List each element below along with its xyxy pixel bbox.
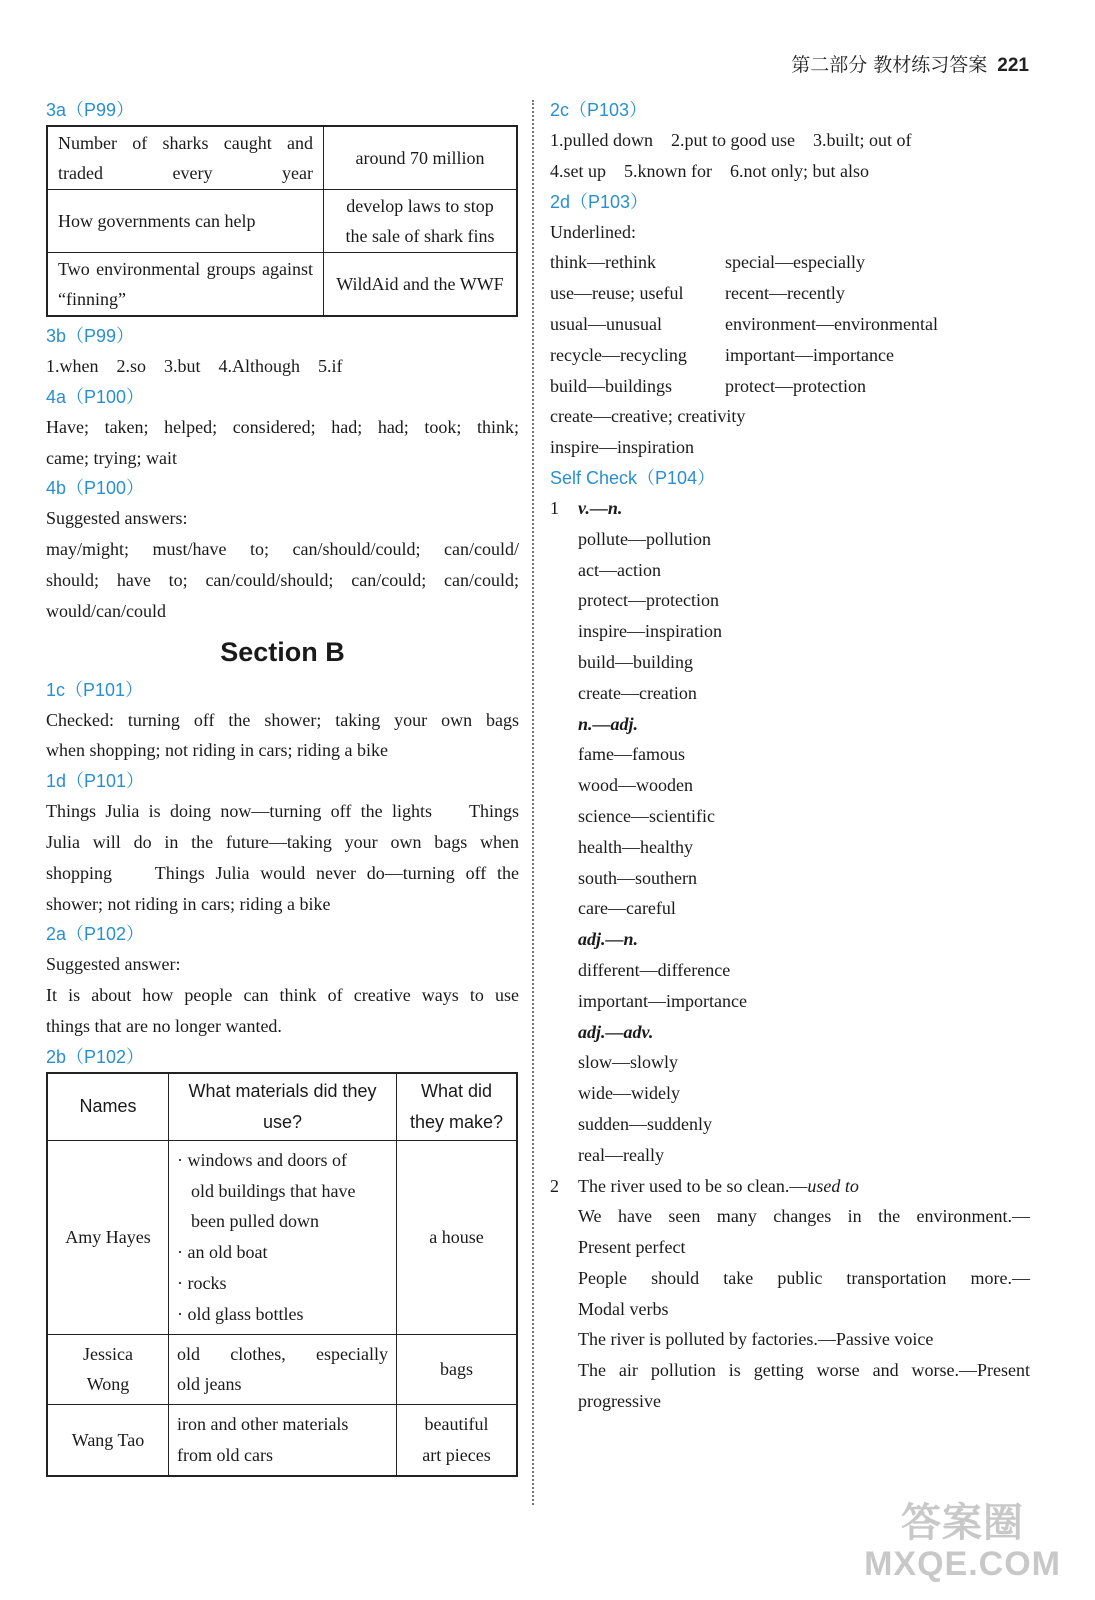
word-pair: pollute—pollution bbox=[578, 528, 711, 549]
table-cell: Two environmental groups against “finning” bbox=[47, 253, 324, 317]
word-pair: wood—wooden bbox=[578, 775, 693, 796]
table-2b bbox=[46, 1072, 518, 1477]
word-pair: important—importance bbox=[725, 344, 894, 365]
answer-4b-line: would/can/could bbox=[46, 600, 166, 621]
answer-4b-line: should; have to; can/could/should; can/could; can/could; bbox=[46, 569, 519, 590]
question-1 bbox=[550, 493, 1030, 1171]
word-pair-row bbox=[550, 247, 1030, 278]
word-pair: protect—protection bbox=[725, 375, 866, 396]
word-pair: inspire—inspiration bbox=[578, 621, 722, 642]
material-line: · rocks bbox=[177, 1272, 227, 1293]
word-pair: south—southern bbox=[578, 867, 697, 888]
section-b-title: Section B bbox=[220, 636, 345, 667]
section-3a-heading: 3a（P99） bbox=[46, 100, 135, 120]
answer-3b: 1.when 2.so 3.but 4.Although 5.if bbox=[46, 356, 343, 376]
answer-2a-line: It is about how people can think of creative ways to use bbox=[46, 985, 519, 1006]
answer-1c-line: Checked: turning off the shower; taking your own bags bbox=[46, 709, 519, 730]
table-cell: develop laws to stop the sale of shark fins bbox=[324, 190, 518, 253]
table-row bbox=[47, 253, 517, 317]
table-cell: Number of sharks caught and traded every year bbox=[47, 126, 324, 190]
q2-line: Modal verbs bbox=[578, 1298, 669, 1319]
word-pair: care—careful bbox=[578, 898, 676, 919]
site-watermark bbox=[864, 1501, 1061, 1584]
table-row bbox=[47, 1334, 517, 1405]
word-pair: science—scientific bbox=[578, 805, 715, 826]
made-cell: a house bbox=[397, 1140, 518, 1334]
section-4b-heading: 4b（P100） bbox=[46, 478, 145, 499]
answer-2a-line: things that are no longer wanted. bbox=[46, 1015, 282, 1036]
word-pair: recent—recently bbox=[725, 283, 845, 304]
material-line: old jeans bbox=[177, 1374, 242, 1395]
group-label bbox=[550, 493, 1030, 524]
table-row bbox=[47, 1405, 517, 1476]
word-pair-row bbox=[550, 309, 1030, 340]
word-pair: think—rethink bbox=[550, 252, 656, 273]
answer-1d-line: Things Julia is doing now—turning off the lights Things bbox=[46, 801, 519, 822]
q2-line: The air pollution is getting worse and worse.—Present bbox=[578, 1360, 1030, 1381]
word-pair: use—reuse; useful bbox=[550, 283, 684, 304]
section-4a-heading: 4a（P100） bbox=[46, 386, 145, 407]
header-title: 第二部分 教材练习答案 bbox=[791, 54, 988, 76]
name-cell: Jessica Wong bbox=[47, 1334, 169, 1405]
group-label-text: v.—n. bbox=[578, 497, 623, 518]
section-2d-heading: 2d（P103） bbox=[550, 191, 649, 212]
material-line: · an old boat bbox=[177, 1242, 268, 1263]
table-cell: around 70 million bbox=[324, 126, 518, 190]
answer-2c-line: 4.set up 5.known for 6.not only; but also bbox=[550, 160, 869, 181]
word-pair: wide—widely bbox=[578, 1083, 680, 1104]
table-3a bbox=[46, 125, 518, 317]
name-cell: Amy Hayes bbox=[47, 1140, 169, 1334]
group-label: adj.—adv. bbox=[578, 1021, 654, 1042]
q2-line: People should take public transportation more.— bbox=[578, 1267, 1030, 1288]
word-pair-row bbox=[550, 340, 1030, 371]
word-pair: sudden—suddenly bbox=[578, 1113, 712, 1134]
answer-2c-line: 1.pulled down 2.put to good use 3.built; out of bbox=[550, 130, 912, 150]
right-column bbox=[550, 95, 1030, 1417]
answer-4b-line: may/might; must/have to; can/should/could; can/could/ bbox=[46, 539, 519, 560]
made-cell: beautiful art pieces bbox=[397, 1405, 518, 1476]
underlined-label: Underlined: bbox=[550, 221, 636, 242]
column-divider bbox=[532, 100, 534, 1505]
page-header bbox=[791, 50, 1029, 77]
column-header: What did they make? bbox=[397, 1073, 518, 1141]
word-pair: build—buildings bbox=[550, 375, 673, 396]
material-line: · windows and doors of bbox=[177, 1149, 347, 1170]
table-cell: How governments can help bbox=[47, 190, 324, 253]
table-header-row bbox=[47, 1073, 517, 1141]
table-row bbox=[47, 1140, 517, 1334]
word-pair: important—importance bbox=[578, 990, 747, 1011]
word-pair: act—action bbox=[578, 559, 661, 580]
group-label: adj.—n. bbox=[578, 929, 639, 950]
section-2c-heading: 2c（P103） bbox=[550, 100, 648, 120]
q2-line: The river is polluted by factories.—Passive voice bbox=[578, 1329, 934, 1350]
word-pair: different—difference bbox=[578, 959, 731, 980]
word-pair: special—especially bbox=[725, 252, 865, 273]
word-pair-row bbox=[550, 371, 1030, 402]
answer-1d-line: shopping Things Julia would never do—turning off the bbox=[46, 862, 519, 883]
section-self-check-heading: Self Check（P104） bbox=[550, 467, 716, 488]
word-pair: create—creative; creativity bbox=[550, 406, 746, 427]
q2-line: We have seen many changes in the environment.— bbox=[578, 1206, 1030, 1227]
question-number: 2 bbox=[550, 1175, 559, 1196]
answer-1d-line: shower; not riding in cars; riding a bike bbox=[46, 893, 331, 914]
page-number: 221 bbox=[997, 55, 1029, 76]
word-pair: usual—unusual bbox=[550, 313, 662, 334]
material-line: old buildings that have bbox=[191, 1180, 356, 1201]
answer-4a-line: came; trying; wait bbox=[46, 447, 177, 468]
table-row bbox=[47, 190, 517, 253]
answer-4b-line: Suggested answers: bbox=[46, 508, 188, 529]
word-pair: protect—protection bbox=[578, 590, 719, 611]
q2-line-tag: used to bbox=[807, 1175, 859, 1196]
section-1d-heading: 1d（P101） bbox=[46, 771, 145, 792]
column-header: Names bbox=[47, 1073, 169, 1141]
question-number: 1 bbox=[550, 497, 559, 518]
section-2b-heading: 2b（P102） bbox=[46, 1046, 145, 1067]
answer-1c-line: when shopping; not riding in cars; riding a bike bbox=[46, 740, 388, 761]
q2-line: progressive bbox=[578, 1391, 661, 1412]
material-line: iron and other materials bbox=[177, 1414, 349, 1435]
word-pair: build—building bbox=[578, 651, 694, 672]
materials-cell bbox=[169, 1140, 397, 1334]
word-pair: fame—famous bbox=[578, 744, 685, 765]
answer-2a-line: Suggested answer: bbox=[46, 954, 181, 975]
word-pair: create—creation bbox=[578, 682, 697, 703]
materials-cell bbox=[169, 1405, 397, 1476]
question-2 bbox=[550, 1171, 1030, 1417]
section-2a-heading: 2a（P102） bbox=[46, 924, 145, 945]
word-pair: recycle—recycling bbox=[550, 344, 687, 365]
material-line: · old glass bottles bbox=[177, 1303, 304, 1324]
material-line: old clothes, especially bbox=[177, 1343, 388, 1364]
table-row bbox=[47, 126, 517, 190]
watermark-url: MXQE.COM bbox=[864, 1545, 1061, 1583]
left-column bbox=[46, 95, 519, 1477]
made-cell: bags bbox=[397, 1334, 518, 1405]
q2-line: Present perfect bbox=[578, 1237, 686, 1258]
table-cell: WildAid and the WWF bbox=[324, 253, 518, 317]
name-cell: Wang Tao bbox=[47, 1405, 169, 1476]
word-pair: inspire—inspiration bbox=[550, 437, 694, 458]
material-line: been pulled down bbox=[191, 1211, 319, 1232]
section-1c-heading: 1c（P101） bbox=[46, 679, 144, 700]
word-pair: real—really bbox=[578, 1144, 664, 1165]
word-pair: slow—slowly bbox=[578, 1052, 679, 1073]
group-label: n.—adj. bbox=[578, 713, 639, 734]
q2-line-text: The river used to be so clean.— bbox=[578, 1175, 808, 1196]
answer-4a-line: Have; taken; helped; considered; had; had; took; think; bbox=[46, 416, 519, 437]
answer-1d-line: Julia will do in the future—taking your own bags when bbox=[46, 831, 519, 852]
word-pair: health—healthy bbox=[578, 836, 693, 857]
q2-line bbox=[550, 1171, 1030, 1202]
materials-cell bbox=[169, 1334, 397, 1405]
word-pair-row bbox=[550, 278, 1030, 309]
material-line: from old cars bbox=[177, 1444, 273, 1465]
section-3b-heading: 3b（P99） bbox=[46, 326, 135, 346]
column-header: What materials did they use? bbox=[169, 1073, 397, 1141]
word-pair: environment—environmental bbox=[725, 313, 938, 334]
watermark-logo: 答案圈 bbox=[901, 1501, 1025, 1545]
